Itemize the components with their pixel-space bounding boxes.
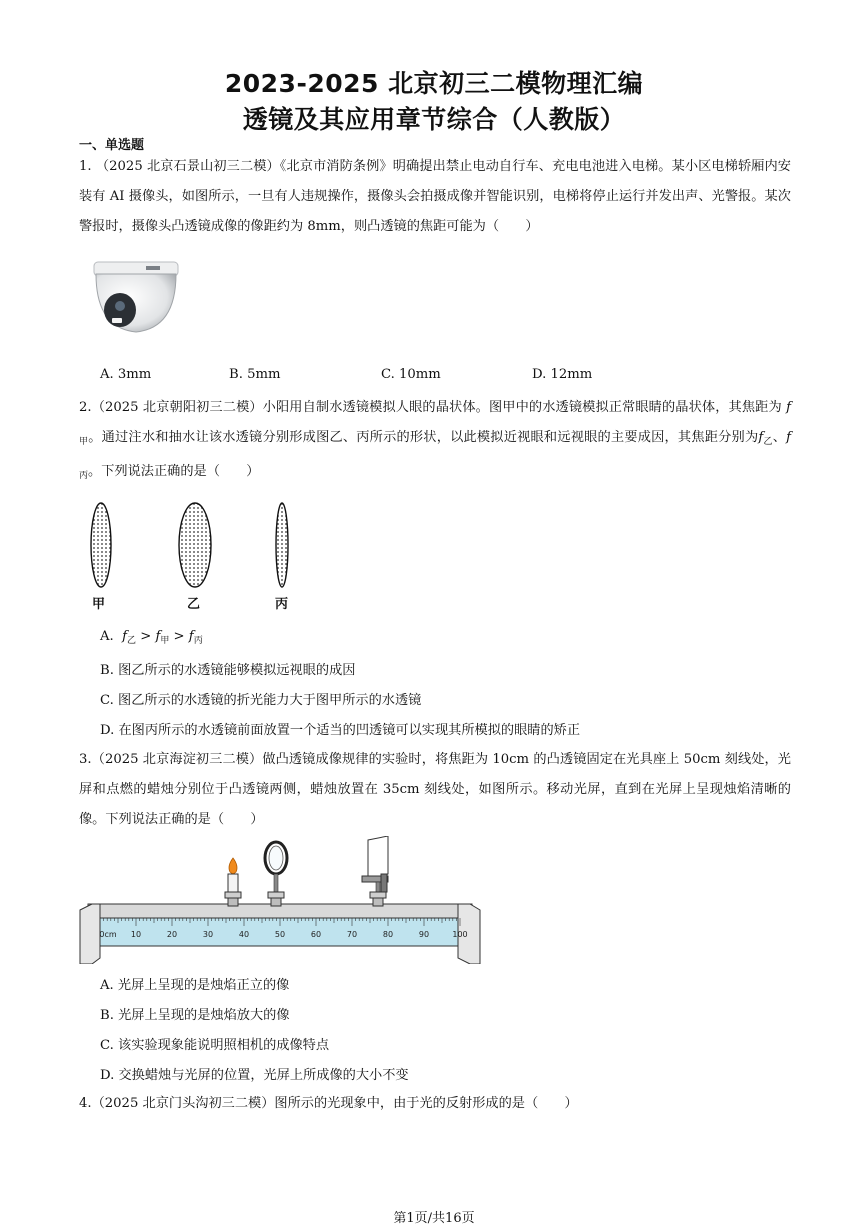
ruler-label: 0cm [99, 930, 117, 939]
lens-label-bing: 丙 [275, 597, 289, 612]
option-a[interactable]: A. 3mm [100, 367, 152, 382]
q2-sep: 、 [772, 430, 787, 445]
q2-option-d[interactable]: D. 在图丙所示的水透镜前面放置一个适当的凹透镜可以实现其所模拟的眼睛的矫正 [100, 723, 581, 738]
q3-option-d[interactable]: D. 交换蜡烛与光屏的位置，光屏上所成像的大小不变 [100, 1068, 409, 1083]
sub-jia: 甲 [160, 636, 170, 646]
lens-holder [265, 842, 287, 906]
ruler-label: 60 [310, 930, 322, 939]
q2-option-c[interactable]: C. 图乙所示的水透镜的折光能力大于图甲所示的水透镜 [100, 693, 422, 708]
sub-yi: 乙 [763, 437, 773, 447]
gt-symbol: > [136, 629, 156, 644]
option-a-label: A. [100, 629, 114, 644]
ruler-label: 90 [418, 930, 430, 939]
q3-option-c[interactable]: C. 该实验现象能说明照相机的成像特点 [100, 1038, 330, 1053]
option-b[interactable]: B. 5mm [229, 367, 281, 382]
q2-text-before: 2.（2025 北京朝阳初三二模）小阳用自制水透镜模拟人眼的晶状体。图甲中的水透镜模拟正常眼睛的晶状体，其焦距为 [79, 400, 787, 415]
ruler-label: 40 [238, 930, 250, 939]
q3-option-b[interactable]: B. 光屏上呈现的是烛焰放大的像 [100, 1008, 290, 1023]
lens-label-yi: 乙 [187, 597, 201, 612]
ruler-label: 30 [202, 930, 214, 939]
candle [225, 858, 241, 906]
lens-bing [276, 503, 288, 587]
optical-bench-figure [78, 836, 482, 964]
ruler-label: 70 [346, 930, 358, 939]
document-title-line1: 2023-2025 北京初三二模物理汇编 [224, 69, 644, 98]
focal-symbol: f [188, 629, 194, 644]
question-3-text: 3.（2025 北京海淀初三二模）做凸透镜成像规律的实验时，将焦距为 10cm 的凸透镜固定在光具座上 50cm 刻线处，光屏和点燃的蜡烛分别位于凸透镜两侧，蜡烛放置在 35cm 刻线处，如图所示。移动光屏，直到在光屏上呈现烛焰清晰的像。下列说法正确的是（ ） [79, 752, 791, 827]
question-2-text [79, 393, 791, 491]
option-d[interactable]: D. 12mm [532, 367, 593, 382]
ruler-label: 10 [130, 930, 142, 939]
sub-bing: 丙 [193, 636, 203, 646]
ruler-label: 80 [382, 930, 394, 939]
q2-option-a[interactable] [100, 629, 203, 646]
ruler-label: 50 [274, 930, 286, 939]
question-4-text: 4.（2025 北京门头沟初三二模）图所示的光现象中，由于光的反射形成的是（ ） [79, 1096, 578, 1111]
focal-symbol: f [155, 629, 161, 644]
q3-option-a[interactable]: A. 光屏上呈现的是烛焰正立的像 [100, 978, 290, 993]
page-number: 第1页/共16页 [393, 1211, 475, 1226]
focal-symbol: f [786, 400, 791, 415]
sub-bing: 丙 [79, 471, 89, 481]
sub-jia: 甲 [79, 437, 89, 447]
focal-symbol: f [122, 629, 127, 644]
q2-option-b[interactable]: B. 图乙所示的水透镜能够模拟远视眼的成因 [100, 663, 356, 678]
ruler-label: 100 [452, 930, 468, 939]
light-screen [362, 836, 388, 906]
focal-symbol: f [758, 430, 764, 445]
sub-yi: 乙 [127, 636, 137, 646]
question-1-text: 1. （2025 北京石景山初三二模）《北京市消防条例》明确提出禁止电动自行车、充电电池进入电梯。某小区电梯轿厢内安装有 AI 摄像头，如图所示，一旦有人违规操作，摄像头会拍摄成像并智能识别，电梯将停止运行并发出声、光警报。某次警报时，摄像头凸透镜成像的像距约为 8mm，则凸透镜的焦距可能为（ ） [79, 159, 791, 234]
focal-symbol: f [786, 430, 791, 445]
document-title-line2: 透镜及其应用章节综合（人教版） [242, 105, 626, 134]
section-heading: 一、单选题 [79, 138, 145, 153]
lens-yi [179, 503, 211, 587]
lens-jia [91, 503, 111, 587]
q2-text-after: 。下列说法正确的是（ ） [88, 464, 260, 479]
option-c[interactable]: C. 10mm [381, 367, 441, 382]
lens-label-jia: 甲 [92, 597, 106, 612]
gt-symbol: > [169, 629, 189, 644]
ruler-label: 20 [166, 930, 178, 939]
q2-text-mid: 。通过注水和抽水让该水透镜分别形成图乙、丙所示的形状，以此模拟近视眼和远视眼的主要成因，其焦距分别为 [88, 430, 759, 445]
camera-figure [88, 256, 184, 340]
